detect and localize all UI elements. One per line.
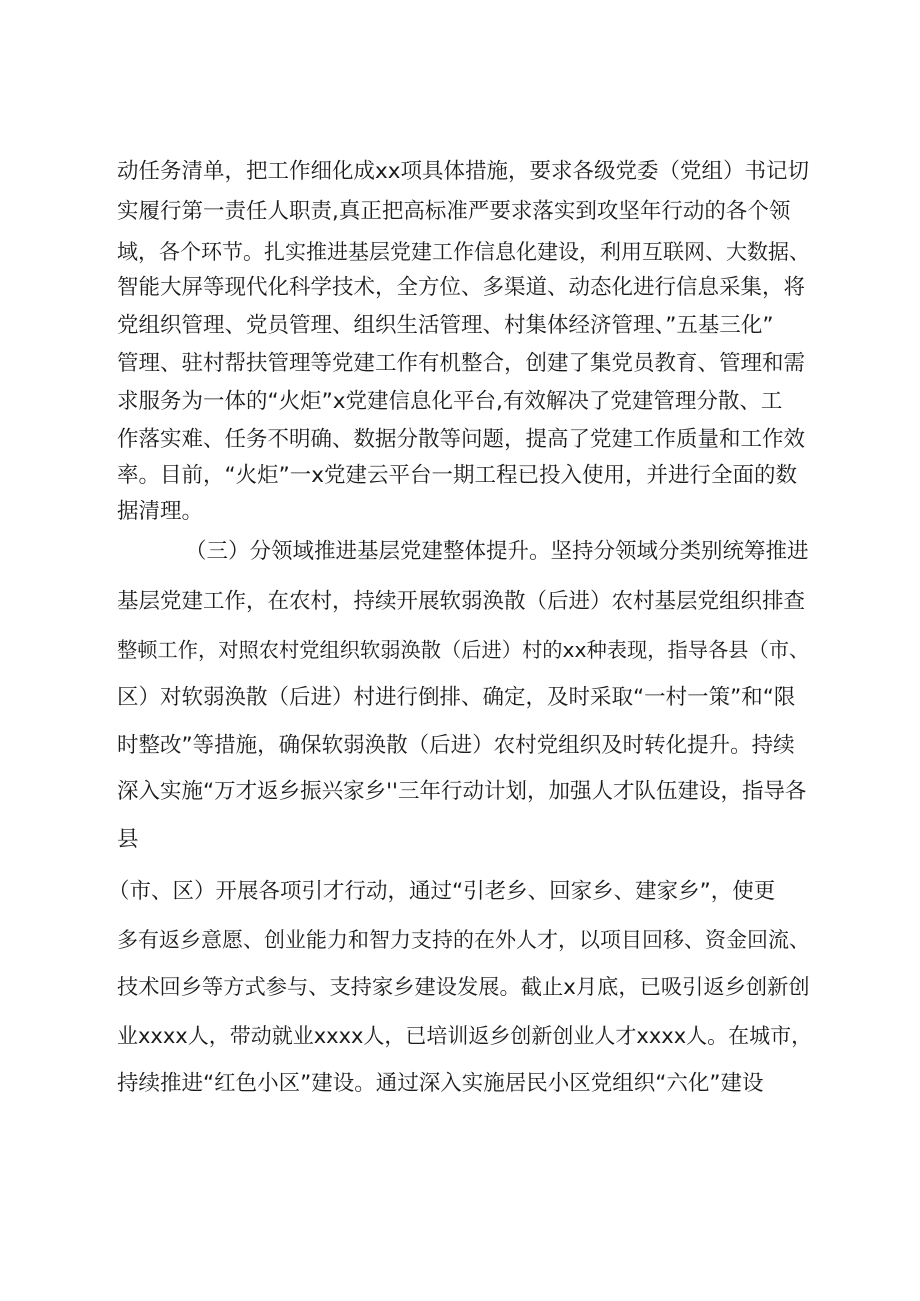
text-line: 深入实施“万才返乡振兴家乡''三年行动计划，加强人才队伍建设，指导各 bbox=[117, 779, 807, 804]
text-line: 率。目前，“火炬”一x党建云平台一期工程已投入使用，并进行全面的数 bbox=[117, 463, 798, 488]
text-line: 区）对软弱涣散（后进）村进行倒排、确定，及时采取“一村一策”和“限 bbox=[117, 685, 796, 710]
text-line: 动任务清单，把工作细化成xx项具体措施，要求各级党委（党组）书记切 bbox=[117, 159, 809, 184]
text-line: 求服务为一体的“火炬”x党建信息化平台,有效解决了党建管理分散、工 bbox=[117, 389, 783, 414]
text-line: 多有返乡意愿、创业能力和智力支持的在外人才，以项目回移、资金回流、 bbox=[117, 928, 810, 952]
text-line: 党组织管理、党员管理、组织生活管理、村集体经济管理、”五基三化” bbox=[117, 313, 774, 338]
text-line: 管理、驻村帮扶管理等党建工作有机整合，创建了集党员教育、管理和需 bbox=[117, 351, 806, 376]
text-line: 技术回乡等方式参与、支持家乡建设发展。截止x月底，已吸引返乡创新创 bbox=[117, 975, 810, 1000]
text-line: 智能大屏等现代化科学技术，全方位、多渠道、动态化进行信息采集，将 bbox=[117, 275, 806, 300]
text-line: 基层党建工作，在农村，持续开展软弱涣散（后进）农村基层党组织排查 bbox=[117, 589, 806, 614]
text-line: 域，各个环节。扎实推进基层党建工作信息化建设，利用互联网、大数据、 bbox=[117, 240, 810, 264]
text-line: 持续推进“红色小区”建设。通过深入实施居民小区党组织“六化”建设 bbox=[117, 1071, 764, 1096]
text-line: 业xxxx人，带动就业xxxx人，已培训返乡创新创业人才xxxx人。在城市， bbox=[117, 1024, 813, 1048]
text-line: 县 bbox=[117, 827, 139, 852]
text-line: （市、区）开展各项引才行动，通过“引老乡、回家乡、建家乡”，使更 bbox=[108, 879, 776, 904]
text-line: 实履行第一责任人职责,真正把高标准严要求落实到攻坚年行动的各个领 bbox=[117, 199, 791, 224]
text-line: 作落实难、任务不明确、数据分散等问题，提高了党建工作质量和工作效 bbox=[117, 427, 806, 452]
text-line: 整顿工作，对照农村党组织软弱涣散（后进）村的xx种表现，指导各县（市、 bbox=[117, 638, 810, 662]
section-heading-line: （三）分领域推进基层党建整体提升。坚持分领域分类别统筹推进 bbox=[185, 539, 809, 564]
text-line: 据清理。 bbox=[117, 499, 204, 524]
text-line: 时整改”等措施，确保软弱涣散（后进）农村党组织及时转化提升。持续 bbox=[117, 733, 795, 758]
